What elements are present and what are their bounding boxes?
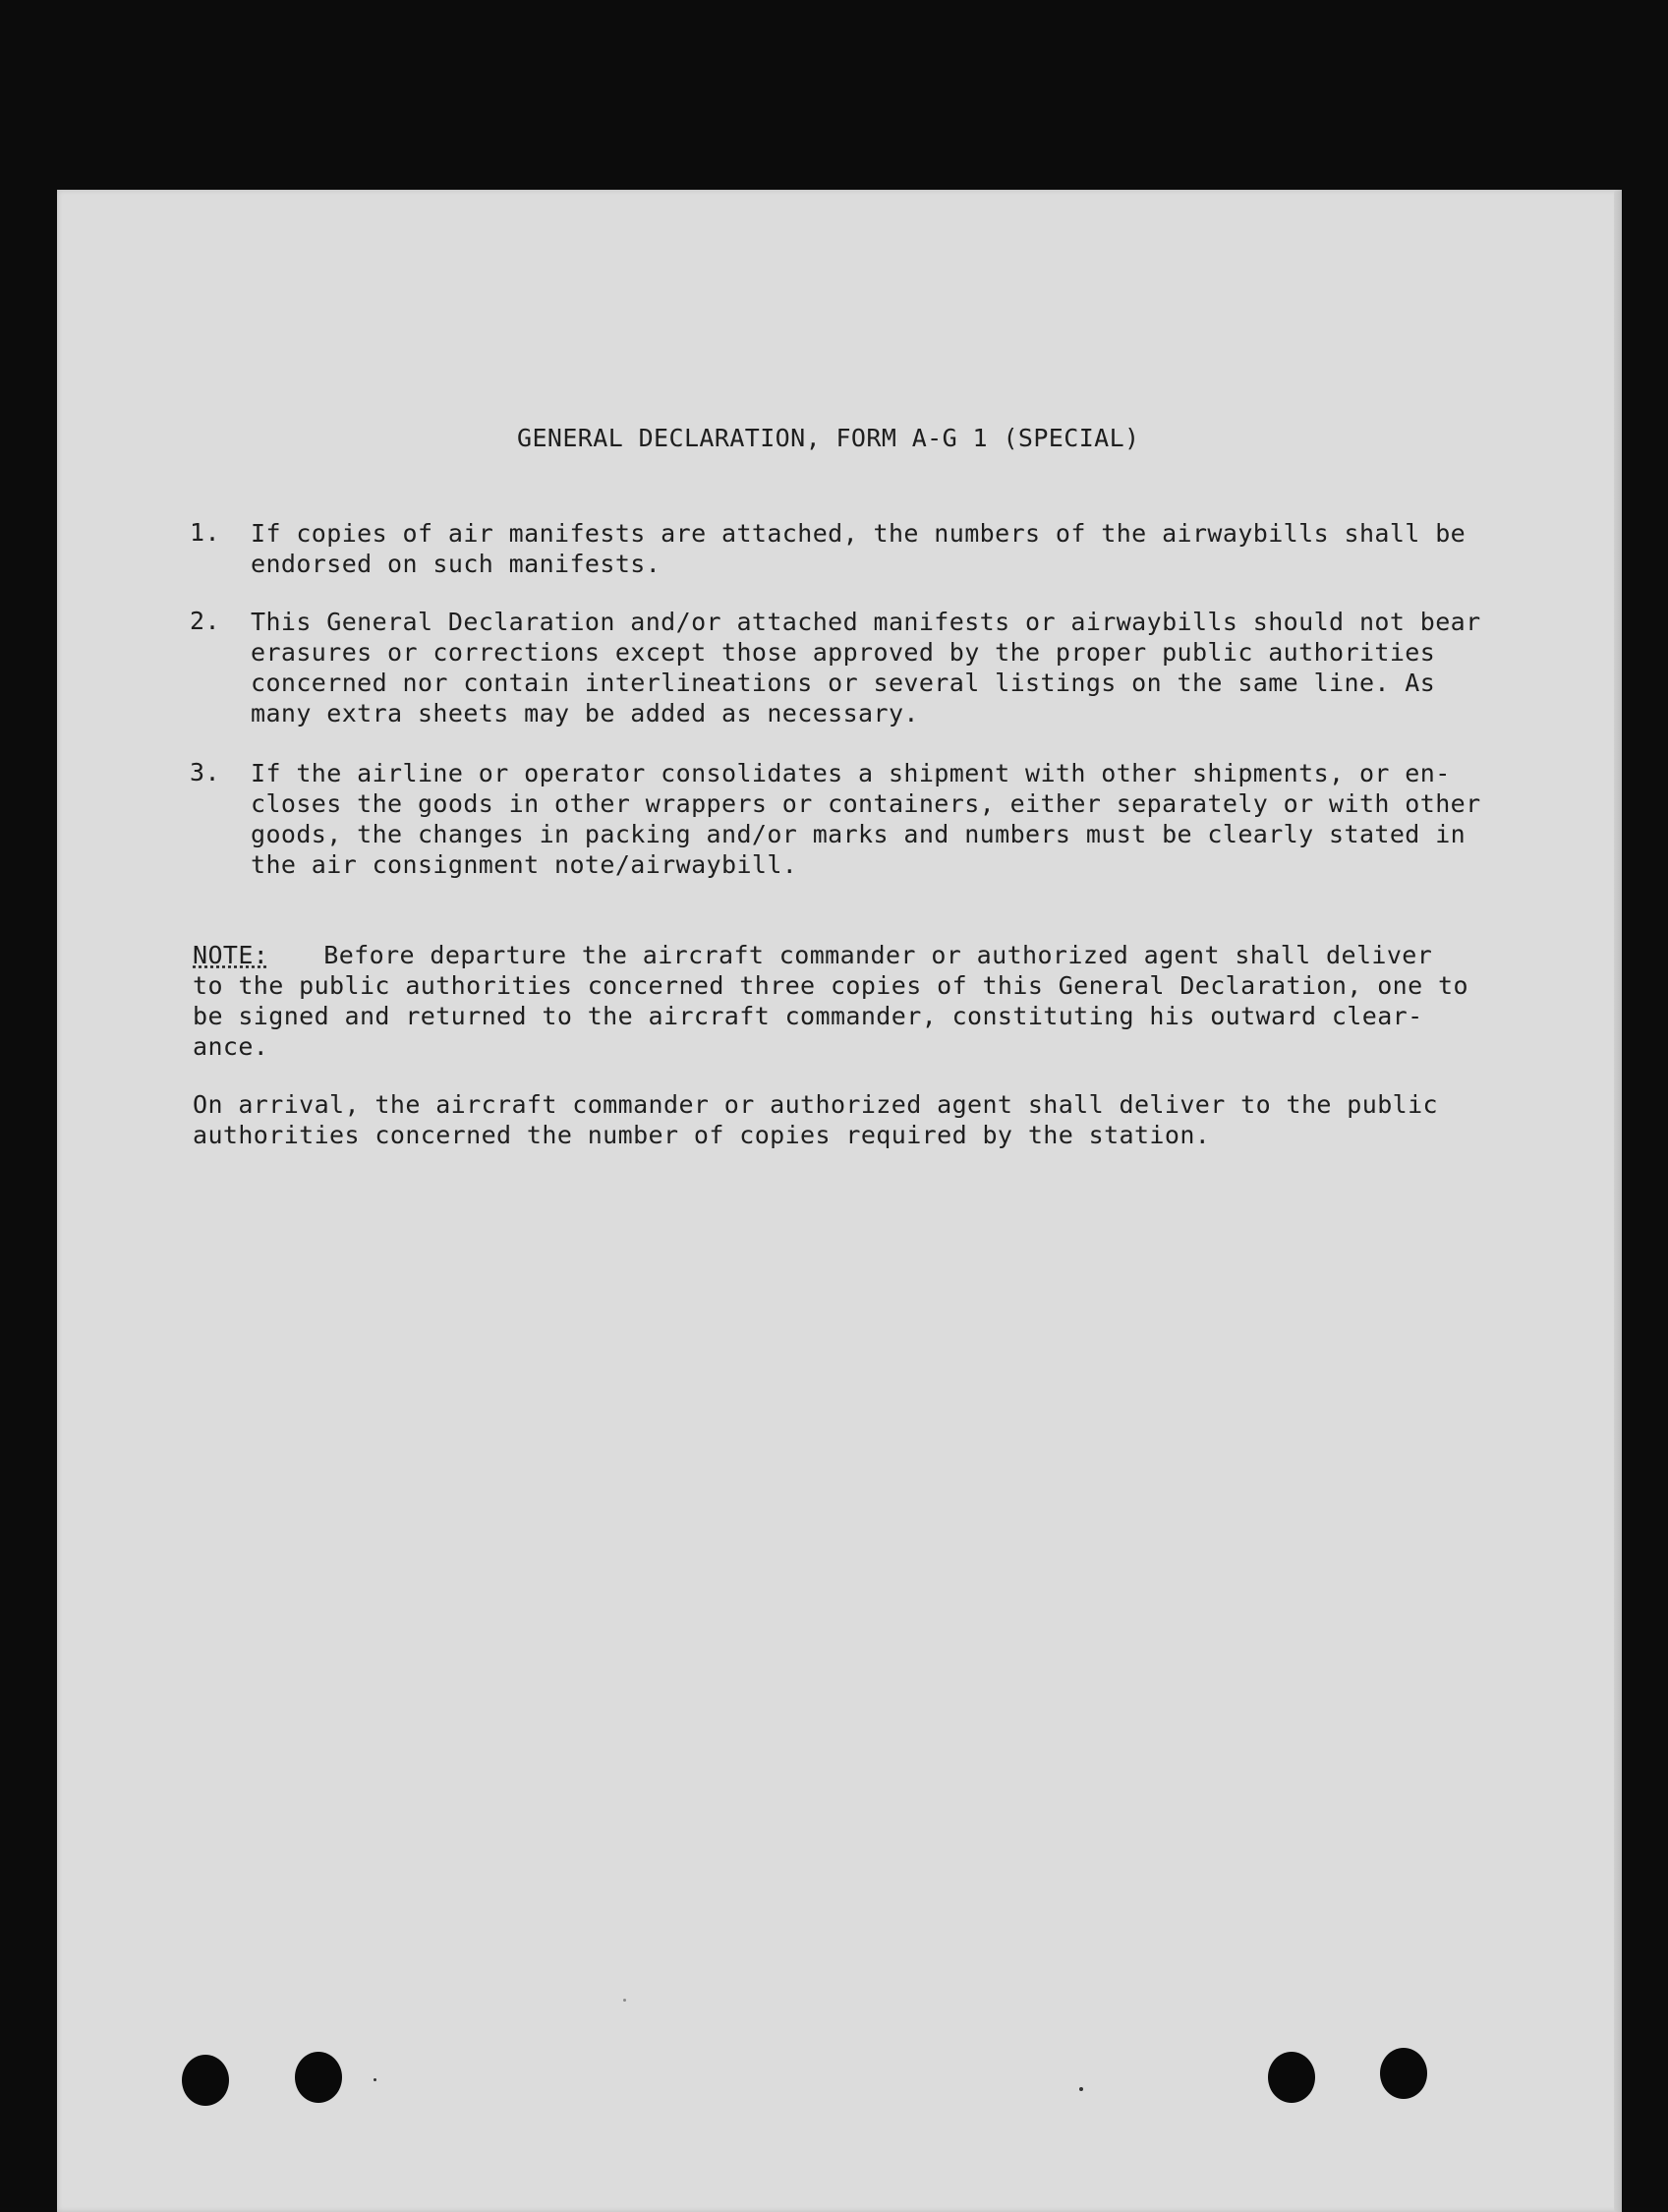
item-line: erasures or corrections except those approved by the proper public authorities bbox=[251, 638, 1436, 667]
item-line: many extra sheets may be added as necessary. bbox=[251, 699, 919, 728]
punch-hole bbox=[295, 2052, 342, 2103]
note-line: to the public authorities concerned three copies of this General Declaration, one to bbox=[193, 971, 1468, 1000]
item-number: 2. bbox=[190, 607, 220, 635]
item-number: 3. bbox=[190, 758, 220, 786]
item-line: If copies of air manifests are attached, the numbers of the airwaybills shall be bbox=[251, 519, 1467, 548]
note-line: Before departure the aircraft commander or authorized agent shall deliver bbox=[323, 941, 1433, 969]
paper-speck bbox=[1079, 2087, 1083, 2091]
paper-speck bbox=[623, 1999, 626, 2002]
item-line: If the airline or operator consolidates a shipment with other shipments, or en- bbox=[251, 759, 1451, 787]
punch-hole bbox=[1380, 2048, 1427, 2099]
note-line: be signed and returned to the aircraft commander, constituting his outward clear- bbox=[193, 1002, 1423, 1030]
punch-hole bbox=[1268, 2052, 1315, 2103]
item-line: closes the goods in other wrappers or containers, either separately or with other bbox=[251, 789, 1481, 818]
punch-hole bbox=[182, 2055, 229, 2106]
arrival-line: authorities concerned the number of copies required by the station. bbox=[193, 1121, 1211, 1149]
item-text bbox=[251, 607, 1566, 728]
declaration-item-3 bbox=[190, 758, 1566, 880]
paper-sheet bbox=[57, 190, 1622, 2212]
item-line: the air consignment note/airwaybill. bbox=[251, 850, 798, 879]
item-line: endorsed on such manifests. bbox=[251, 550, 661, 578]
declaration-item-1 bbox=[190, 518, 1566, 579]
item-number: 1. bbox=[190, 518, 220, 547]
item-line: goods, the changes in packing and/or marks and numbers must be clearly stated in bbox=[251, 820, 1467, 848]
item-text bbox=[251, 518, 1566, 579]
item-text bbox=[251, 758, 1566, 880]
paper-speck bbox=[374, 2078, 376, 2081]
item-line: This General Declaration and/or attached manifests or airwaybills should not bear bbox=[251, 608, 1481, 636]
note-first-line bbox=[193, 940, 1490, 970]
note-paragraph bbox=[193, 940, 1490, 1062]
paper-edge bbox=[1614, 190, 1622, 2212]
note-line: ance. bbox=[193, 1032, 269, 1061]
declaration-item-2 bbox=[190, 607, 1566, 728]
arrival-line: On arrival, the aircraft commander or authorized agent shall deliver to the public bbox=[193, 1090, 1439, 1119]
arrival-paragraph bbox=[193, 1089, 1490, 1150]
note-label: NOTE: bbox=[193, 941, 269, 969]
document-title: GENERAL DECLARATION, FORM A-G 1 (SPECIAL) bbox=[517, 424, 1140, 452]
item-line: concerned nor contain interlineations or several listings on the same line. As bbox=[251, 669, 1436, 697]
